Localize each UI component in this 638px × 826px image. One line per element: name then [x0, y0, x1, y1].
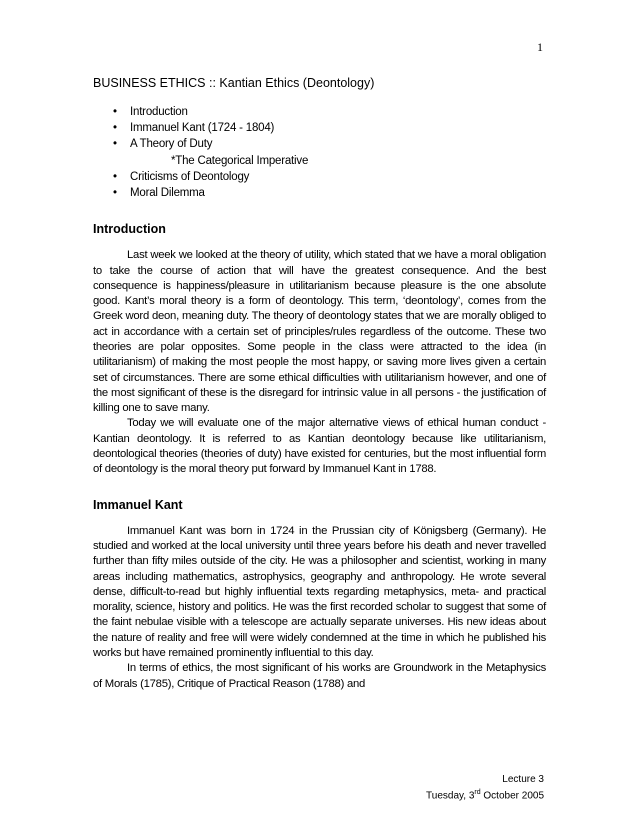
toc-item [93, 169, 546, 185]
bullet-icon: • [113, 187, 117, 200]
toc-item-label: Immanuel Kant (1724 - 1804) [130, 122, 275, 135]
page-footer [426, 774, 544, 802]
bullet-icon: • [113, 122, 117, 135]
toc-item-label: Moral Dilemma [130, 187, 205, 200]
footer-date-suffix: October 2005 [480, 789, 544, 801]
toc-item [93, 136, 546, 152]
footer-date-prefix: Tuesday, 3 [426, 789, 475, 801]
footer-date [426, 787, 544, 803]
toc-subitem-label: *The Categorical Imperative [171, 154, 309, 167]
paragraph: In terms of ethics, the most significant of his works are Groundwork in the Metaphysics of Morals (1785), Critique of Practical Reason (1788) and [93, 662, 546, 690]
document-title: BUSINESS ETHICS :: Kantian Ethics (Deontology) [93, 76, 375, 90]
footer-lecture: Lecture 3 [502, 774, 544, 785]
section-heading: Introduction [93, 222, 166, 237]
section-spacer [93, 478, 546, 498]
page-number: 1 [537, 40, 543, 54]
paragraph: Last week we looked at the theory of utility, which stated that we have a moral obligation to take the course of action that will have the greatest consequence. And the best consequence is happiness/pleasure in utilitarianism because pleasure is the one absolute good. Kant’s moral theory is a form of deontology. This term, ‘deontology’, comes from the Greek word deon, meaning duty. The theory of deontology states that we are morally obliged to act in accordance with a certain set of principles/rules regardless of the outcome. These two theories are polar opposites. Some people in the class were attracted to the idea (in utilitarianism) of making the most people the most happy, or saving more lives given a certain set of circumstances. There are some ethical difficulties with utilitarianism however, and one of the most significant of these is the disregard for intrinsic value in all persons - the justification of killing one to save many. [93, 249, 546, 415]
paragraph: Immanuel Kant was born in 1724 in the Prussian city of Königsberg (Germany). He studied and worked at the local university until three years before his death and never travelled further than fifty miles outside of the city. He was a philosopher and scientist, working in many areas including mathematics, astrophysics, geography and anthropology. He wrote several dense, difficult-to-read but highly influential texts regarding metaphysics, meta- and practical morality, science, history and politics. He was the first recorded scholar to suggest that some of the faint nebulae visible with a telescope are actually separate universes. His new ideas about the nature of reality and free will were widely condemned at the time in which he published his works but have remained prominently influential to this day. [93, 524, 546, 660]
bullet-icon: • [113, 138, 117, 151]
toc-item [93, 185, 546, 201]
toc-item [93, 104, 546, 120]
paragraph: Today we will evaluate one of the major alternative views of ethical human conduct - Kantian deontology. It is referred to as Kantian deontology because like utilitarianism, deontological theories (theories of duty) have existed for centuries, but the most influential form of deontology is the moral theory put forward by Immanuel Kant in 1788. [93, 417, 546, 476]
footer-date-sup: rd [474, 788, 481, 796]
bullet-icon: • [113, 106, 117, 118]
toc-item-label: Criticisms of Deontology [130, 170, 250, 183]
toc-item [93, 120, 546, 136]
section-heading: Immanuel Kant [93, 497, 183, 512]
toc-item-label: A Theory of Duty [130, 138, 213, 151]
bullet-icon: • [113, 170, 117, 183]
section-immanuel-kant [93, 498, 546, 692]
page-content [93, 76, 546, 692]
toc-item-label: Introduction [130, 106, 188, 118]
section-introduction [93, 222, 546, 477]
table-of-contents [93, 104, 546, 201]
toc-subitem [93, 153, 546, 169]
